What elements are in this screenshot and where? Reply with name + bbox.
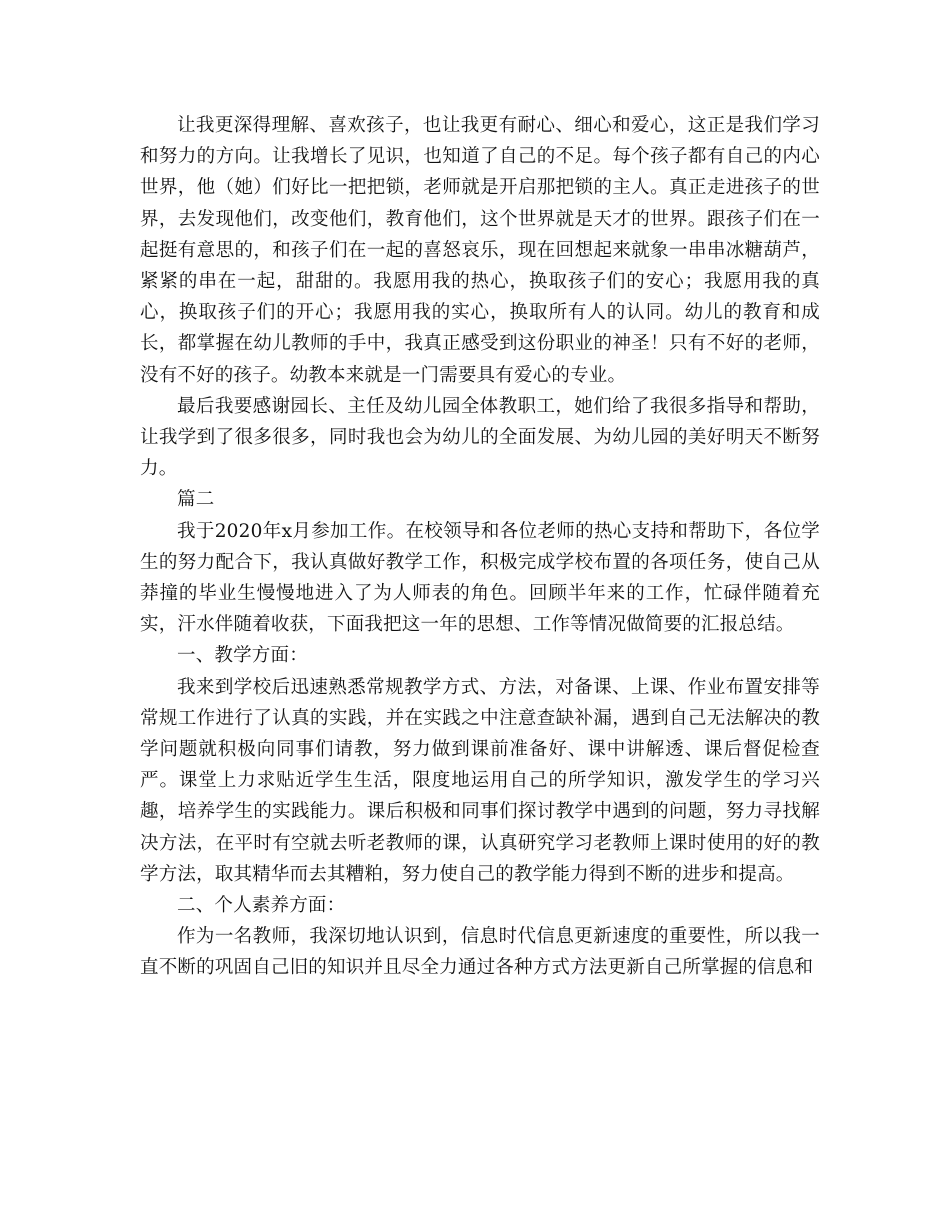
document-body bbox=[140, 110, 820, 984]
paragraph-thanks: 最后我要感谢园长、主任及幼儿园全体教职工，她们给了我很多指导和帮助，让我学到了很多很多，同时我也会为幼儿的全面发展、为幼儿园的美好明天不断努力。 bbox=[140, 395, 820, 480]
paragraph-personal: 作为一名教师，我深切地认识到，信息时代信息更新速度的重要性，所以我一直不断的巩固自己旧的知识并且尽全力通过各种方式方法更新自己所掌握的信息和 bbox=[140, 926, 820, 979]
paragraph-teaching: 我来到学校后迅速熟悉常规教学方式、方法，对备课、上课、作业布置安排等常规工作进行了认真的实践，并在实践之中注意查缺补漏，遇到自己无法解决的教学问题就积极向同事们请教，努力做到课前准备好、课中讲解透、课后督促检查严。课堂上力求贴近学生生活，限度地运用自己的所学知识，激发学生的学习兴趣，培养学生的实践能力。课后积极和同事们探讨教学中遇到的问题，努力寻找解决方法，在平时有空就去听老教师的课，认真研究学习老教师上课时使用的好的教学方法，取其精华而去其糟粕，努力使自己的教学能力得到不断的进步和提高。 bbox=[140, 676, 820, 885]
paragraph-reflection: 让我更深得理解、喜欢孩子，也让我更有耐心、细心和爱心，这正是我们学习和努力的方向。让我增长了见识，也知道了自己的不足。每个孩子都有自己的内心世界，他（她）们好比一把把锁，老师就是开启那把锁的主人。真正走进孩子的世界，去发现他们，改变他们，教育他们，这个世界就是天才的世界。跟孩子们在一起挺有意思的，和孩子们在一起的喜怒哀乐，现在回想起来就象一串串冰糖葫芦，紧紧的串在一起，甜甜的。我愿用我的热心，换取孩子们的安心；我愿用我的真心，换取孩子们的开心；我愿用我的实心，换取所有人的认同。幼儿的教育和成长，都掌握在幼儿教师的手中，我真正感受到这份职业的神圣！只有不好的老师，没有不好的孩子。幼教本来就是一门需要具有爱心的专业。 bbox=[140, 115, 820, 386]
section-heading-personal: 二、个人素养方面： bbox=[177, 895, 346, 917]
section-heading-teaching: 一、教学方面： bbox=[177, 645, 308, 667]
paragraph-intro: 我于2020年x月参加工作。在校领导和各位老师的热心支持和帮助下，各位学生的努力配合下，我认真做好教学工作，积极完成学校布置的各项任务，使自己从莽撞的毕业生慢慢地进入了为人师表的角色。回顾半年来的工作，忙碌伴随着充实，汗水伴随着收获，下面我把这一年的思想、工作等情况做简要的汇报总结。 bbox=[140, 520, 820, 636]
section-heading-part-two: 篇二 bbox=[177, 489, 215, 511]
